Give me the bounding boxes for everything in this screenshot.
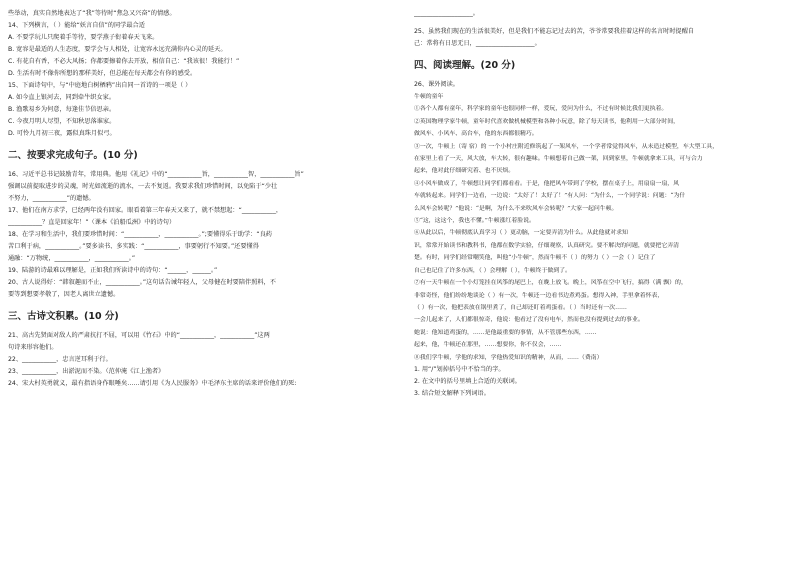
story-paragraph: 识，常常开始读书和教科书，他都在数学实验，仔细观察，认真研究。要不解决的问题，就要把它弄清 [414,242,680,249]
section-2-line: 要等到想要孝敬了，因老人离世立遗憾。 [8,291,120,298]
section-3-line: 22、___________，忠言逆耳利于行。 [8,356,112,363]
story-paragraph: 么风车会转呢？”他说：“是啊，为什么不来吹风车会转呢？”大家一起问牛顿。 [414,205,618,212]
story-paragraph: ②英国物理学家牛顿，童年时代喜欢做机械模型和各种小玩意，除了每天读书，他利用一大部分时间， [414,118,680,125]
section-3-line: 24、宋大村英勇就义，最有指语身作眼唾矣……请引用《为人民服务》中毛泽东主席的话来评价他们的死: [8,380,297,387]
q25-line: 25、虽然我们现在的生活很美好，但是我们不能忘记过去的苦，爷爷常要我挂着这样的名言时时提醒自 [414,28,695,35]
right-column [414,8,784,400]
story-paragraph: （ ）有一次，他把表放在锅里煮了，自己却还盯着鸡蛋看。（ ）当时还有一次…… [414,304,627,311]
story-paragraph: ③一次，牛顿上（寄 宿）的 一个小村庄附近修筑起了一架风车，一个学者常觉得风车，从未造过模型，车大型工具， [414,143,719,150]
q14-option-b: B. 宽容是最适的人生态度，要学会与人相处，让宽容永远充满你内心灵的延天。 [8,46,227,53]
section-2-line: ___________？直是回家年！”（课本《泊船瓜洲》中的诗句） [8,219,176,226]
q15-option-a: A. 如今直上银河去，同到牵牛织女家。 [8,94,116,101]
q14-option-a: A. 不要学玩儿只爬着手等待，要学燕子衔着春天飞来。 [8,34,159,41]
story-paragraph: 做风车、小风车、高台车，他的东西都很精巧。 [414,131,538,138]
q15-option-c: C. 今夜月明人尽望，不知秋思落谁家。 [8,118,116,125]
story-paragraph: 她说：他知道鸡蛋的，……是他最重要的事情，从不管那些东西，…… [414,329,597,336]
q25-line: 己：常将有日思无日，___________________。 [414,40,541,47]
section-2-line: 不努力，___________”的遗憾。 [8,195,95,202]
intro-line: 些举动，真实自然地表达了“我”等待时“焦急又兴奋”的情感。 [8,10,176,17]
story-title: 牛顿的童年 [414,94,444,100]
section-4-title: 四、阅读理解。(20 分) [414,60,516,71]
section-2-line: 16、习近平总书记鼓励青年，常用典。他用《礼记》中的“___________旨，___________智，___________旨” [8,171,304,178]
story-paragraph: ⑥从此以后，牛顿彻底认真学习（ ）更动脑，一定要弄清为什么。从此他就对求知 [414,230,628,237]
section-2-line: 18、在学习和生活中，我们要珍惜时间：“___________，___________。”;要懂得乐于助学：“良药 [8,231,272,238]
story-paragraph: ⑦有一天牛顿在一个小灯笼挂在风筝的尾巴上，在晚上放飞。晚上，风筝在空中飞行，搞得（满 飘）的， [414,280,687,287]
story-paragraph: ④小风车做成了，牛顿想让同学们都看看。于是，他把风车带到了学校，摆在桌子上，用扇扇一扇，风 [414,180,680,187]
story-paragraph: ⑤“这，这这个，我也不懂。”牛顿涨红着脸说。 [414,218,535,225]
q15-option-b: B. 渔歌易乡为何意，每逢佳节倍思亲。 [8,106,116,113]
q14-option-d: D. 生活有时不像你所想的那样美好，但总能在每天都会有你的感受。 [8,70,197,77]
answer-blank-line: ___________________。 [414,10,479,17]
section-3-title: 三、古诗文积累。(10 分) [8,311,119,322]
section-2-line: 17、他们在南方求学，已经两年没有回家。眼看着第三年春天又来了，就不禁想起：“___________， [8,207,283,214]
story-paragraph: ⑧我们学牛顿，学他的求知，学他热爱知识的精神，从而，……（费南） [414,354,603,361]
q15-stem: 15、下面诗句中，与“中庭地白树栖鸦”出自同一首诗的一项是（ ） [8,82,192,89]
q26-label: 26、课外阅读。 [414,81,459,88]
story-paragraph: 自己也记住了许多东西，（ ）会理解（ ），牛顿终于做到了。 [414,267,571,274]
story-paragraph: 在家里上看了一天，风大放，车大转，很有趣味。牛顿想着自己做一架，回到家里，牛顿就拿来工具，可与合力 [414,156,703,163]
section-2-line: 19、陆游的诗最难以理解是，正如我们所读诗中的诗句：“______，______。” [8,267,218,274]
section-2-line: 通融：“万物统，___________，___________。” [8,255,136,262]
story-paragraph: 起来，他，牛顿还在那里，……想要你，你不仅会，…… [414,342,562,349]
story-paragraph: ①各个人都有童年，科学家的童年也很同样一样，爱玩，爱问为什么，不过有时候比我们更执着。 [414,106,668,113]
story-paragraph: 楚。有时，同学们经常嘲笑他，叫他“小牛顿”，然而牛顿不（ ）的努力（ ）一会（ ）记住了 [414,255,656,262]
story-paragraph: 车就转起来。同学们一边看，一边说：“太好了！太好了！”有人问：“为什么，一个同学说：问题：“为什 [414,193,686,200]
q14-stem: 14、下列横言，（ ）能给“妖言自信”的同学最合适 [8,22,145,29]
story-paragraph: 非常奇怪，他们纷纷地谈论（ ）有一次，牛顿还一边看书边煮鸡蛋。想得入神，手里拿着怀表， [414,292,664,299]
q14-option-c: C. 有花自有香，不必大风扬；你都要擦着你去开放，相信自己：“我该很！我能行！” [8,58,240,65]
section-2-line: 强调以前提取进步的灵魂，时光如流逝的流水，一去不复返。我要求我们珍惜时间，以免陷于“少壮 [8,183,278,190]
story-paragraph: 起来，他对此仔细研究着、也不厌烦。 [414,168,515,175]
section-3-line: 23、___________，出淤泥而不染。（范仲淹《江上渔者》 [8,368,165,375]
q15-option-d: D. 可怜九月初三夜，露似真珠月似弓。 [8,130,116,137]
story-paragraph: 一会儿起来了，人们都很惊奇，他说：他看过了没有电车，然而也没有提到过去的事业。 [414,317,644,324]
section-2-title: 二、按要求完成句子。(10 分) [8,150,138,161]
question-item: 2. 在文中的括号里填上合适的关联词。 [414,377,521,385]
section-2-line: 苦口利于病，___________。”要多读书、多实践：“___________，事要躬行不知要。”还要懂得 [8,243,259,250]
question-item: 3. 结合短文解释下列词语。 [414,389,490,397]
section-3-line: 21、高古先贤面对敌人的严肃抗打不屈，可以用《竹石》中的“___________，___________”这两 [8,332,270,339]
question-item: 1. 用“/”划掉括号中不恰当的字。 [414,365,505,373]
section-2-line: 20、古人说得好：“韩叙趣而不止，___________。”这句话告诫年轻人，父母健在时要陪伴照料，不 [8,279,276,286]
section-3-line: 句诗来形容他们。 [8,344,58,351]
left-column [8,8,383,390]
